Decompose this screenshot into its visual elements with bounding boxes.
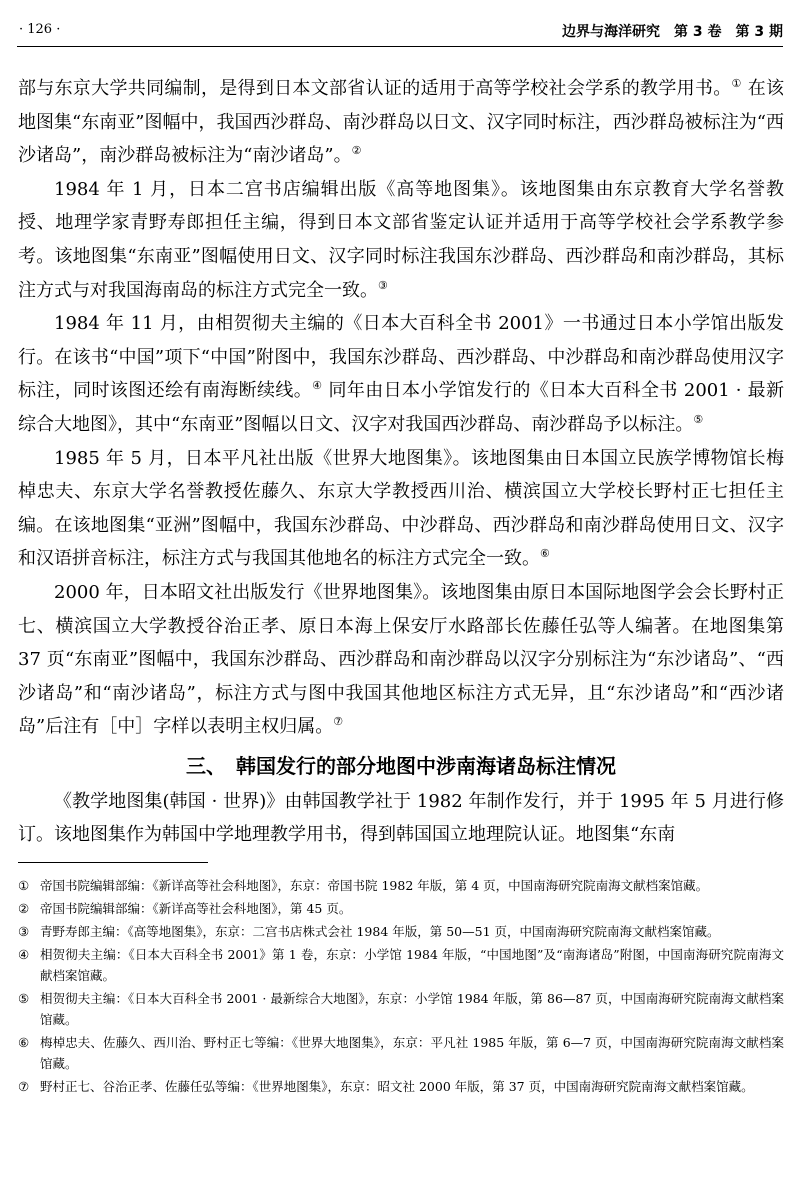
paragraph <box>18 307 784 441</box>
paragraph-text: 在该地图集“东南亚”图幅中，我国西沙群岛、南沙群岛以日文、汉字同时标注，西沙群岛被标注为“西沙诸岛”，南沙群岛被标注为“南沙诸岛”。 <box>18 78 784 167</box>
footnote-text: 帝国书院编辑部编：《新详高等社会科地图》，东京：帝国书院 1982 年版，第 4 页，中国南海研究院南海文献档案馆藏。 <box>40 878 709 893</box>
footnote-ref[interactable]: ⑤ <box>693 412 704 426</box>
footnote-mark: ⑥ <box>18 1035 30 1050</box>
footnote-mark: ⑤ <box>18 991 30 1006</box>
page-header <box>17 18 783 46</box>
paragraph-text: 部与东京大学共同编制，是得到日本文部省认证的适用于高等学校社会学系的教学用书。 <box>18 78 732 99</box>
section-heading: 三、 韩国发行的部分地图中涉南海诸岛标注情况 <box>186 753 616 778</box>
footnote <box>18 1076 784 1097</box>
footnote-text: 相贺彻夫主编：《日本大百科全书 2001》第 1 卷，东京：小学馆 1984 年版，“中国地图”及“南海诸岛”附图，中国南海研究院南海文献档案馆藏。 <box>40 947 784 983</box>
paragraph-text: 同年由日本小学馆发行的《日本大百科全书 2001 · 最新综合大地图》，其中“东南亚”图幅以日文、汉字对我国西沙群岛、南沙群岛予以标注。 <box>18 380 784 435</box>
footnotes <box>18 875 784 1099</box>
footnote-text: 梅棹忠夫、佐藤久、西川治、野村正七等编：《世界大地图集》，东京：平凡社 1985 年版，第 6—7 页，中国南海研究院南海文献档案馆藏。 <box>40 1035 784 1071</box>
paragraph <box>18 576 784 744</box>
footnote-text: 野村正七、谷治正孝、佐藤任弘等编：《世界地图集》，东京：昭文社 2000 年版，第 37 页，中国南海研究院南海文献档案馆藏。 <box>40 1079 754 1094</box>
paragraph <box>18 442 784 576</box>
footnote-ref[interactable]: ① <box>731 77 742 90</box>
footnote <box>18 1032 784 1074</box>
footnote-mark: ④ <box>18 947 30 962</box>
footnote <box>18 921 784 942</box>
footnote-text: 青野寿郎主编：《高等地图集》，东京：二宫书店株式会社 1984 年版，第 50—51 页，中国南海研究院南海文献档案馆藏。 <box>40 924 720 939</box>
footnote-ref[interactable]: ⑥ <box>540 547 550 561</box>
footnote <box>18 944 784 986</box>
footnote-mark: ③ <box>18 924 30 939</box>
footnote-ref[interactable]: ④ <box>312 379 323 393</box>
header-rule <box>17 46 783 47</box>
paragraph-text: 1985 年 5 月，日本平凡社出版《世界大地图集》。该地图集由日本国立民族学博物馆长梅棹忠夫、东京大学名誉教授佐藤久、东京大学教授西川治、横滨国立大学校长野村正七担任主编。在该地图集“亚洲”图幅中，我国东沙群岛、中沙群岛、西沙群岛和南沙群岛使用日文、汉字和汉语拼音标注，标注方式与我国其他地名的标注方式完全一致。 <box>18 447 784 570</box>
body-text <box>18 72 784 852</box>
footnote-mark: ⑦ <box>18 1079 30 1094</box>
footnote-ref[interactable]: ③ <box>378 278 388 292</box>
footnote-mark: ① <box>18 878 30 893</box>
footnote-separator <box>18 862 208 863</box>
page-number: · 126 · <box>19 22 61 37</box>
footnote <box>18 875 784 896</box>
paragraph: 《教学地图集(韩国 · 世界)》由韩国教学社于 1982 年制作发行，并于 1995 年 5 月进行修订。该地图集作为韩国中学地理教学用书，得到韩国国立地理院认证。地图集“东南 <box>18 790 784 846</box>
journal-title: 边界与海洋研究 第 3 卷 第 3 期 <box>562 24 783 40</box>
paragraph-text: 1984 年 1 月，日本二宫书店编辑出版《高等地图集》。该地图集由东京教育大学名誉教授、地理学家青野寿郎担任主编，得到日本文部省鉴定认证并适用于高等学校社会学系教学参考。该地图集“东南亚”图幅使用日文、汉字同时标注我国东沙群岛、西沙群岛和南沙群岛，其标注方式与对我国海南岛的标注方式完全一致。 <box>18 178 784 301</box>
footnote-text: 相贺彻夫主编：《日本大百科全书 2001 · 最新综合大地图》，东京：小学馆 1984 年版，第 86—87 页，中国南海研究院南海文献档案馆藏。 <box>40 991 784 1027</box>
footnote-ref[interactable]: ⑦ <box>333 715 344 729</box>
paragraph <box>18 173 784 307</box>
footnote <box>18 898 784 919</box>
footnote-mark: ② <box>18 901 30 916</box>
footnote <box>18 988 784 1030</box>
footnote-text: 帝国书院编辑部编：《新详高等社会科地图》，第 45 页。 <box>40 901 352 916</box>
paragraph-text: 1984 年 11 月，由相贺彻夫主编的《日本大百科全书 2001》一书通过日本小学馆出版发行。在该书“中国”项下“中国”附图中，我国东沙群岛、西沙群岛、中沙群岛和南沙群岛使用汉字标注，同时该图还绘有南海断续线。 <box>18 313 784 402</box>
footnote-ref[interactable]: ② <box>351 144 362 158</box>
paragraph <box>18 72 784 173</box>
paragraph-text: 2000 年，日本昭文社出版发行《世界地图集》。该地图集由原日本国际地图学会会长野村正七、横滨国立大学教授谷治正孝、原日本海上保安厅水路部长佐藤任弘等人编著。在地图集第 37 页“东南亚”图幅中，我国东沙群岛、西沙群岛和南沙群岛以汉字分别标注为“东沙诸岛”、“西沙诸岛”和“南沙诸岛”，标注方式与图中我国其他地区标注方式无异，且“东沙诸岛”和“西沙诸岛”后注有［中］字样以表明主权归属。 <box>18 581 784 738</box>
